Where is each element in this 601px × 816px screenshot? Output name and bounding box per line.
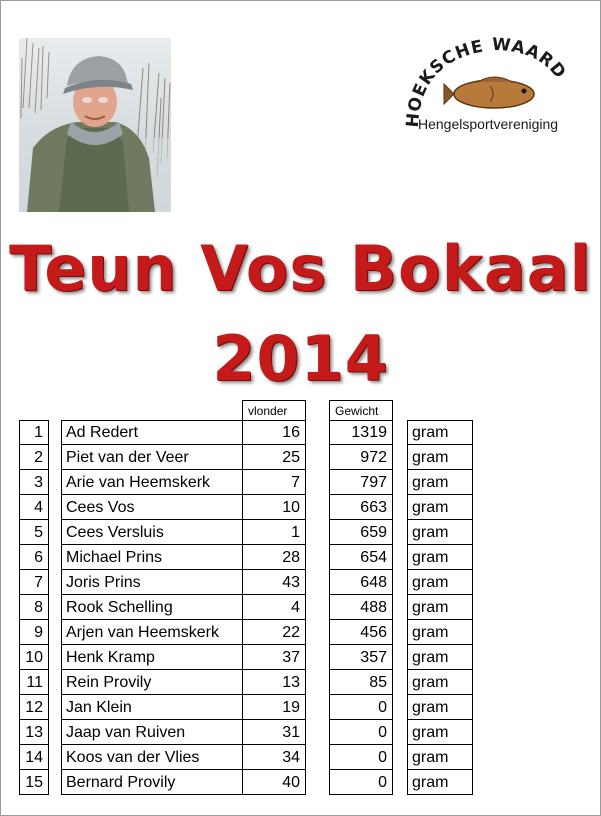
page-title-year: 2014 — [212, 322, 389, 395]
unit-cell: gram — [407, 495, 473, 520]
unit-cell: gram — [407, 720, 473, 745]
unit-cell: gram — [407, 520, 473, 545]
rank-cell: 3 — [19, 470, 49, 495]
name-cell: Arjen van Heemskerk — [61, 620, 242, 645]
unit-cell: gram — [407, 620, 473, 645]
table-row — [0, 470, 601, 495]
table-row — [0, 595, 601, 620]
rank-cell: 5 — [19, 520, 49, 545]
rank-cell: 13 — [19, 720, 49, 745]
gewicht-cell: 0 — [329, 770, 393, 795]
rank-cell: 2 — [19, 445, 49, 470]
gewicht-cell: 357 — [329, 645, 393, 670]
name-cell: Ad Redert — [61, 420, 242, 445]
name-cell: Michael Prins — [61, 545, 242, 570]
unit-cell: gram — [407, 445, 473, 470]
gewicht-cell: 663 — [329, 495, 393, 520]
gewicht-cell: 659 — [329, 520, 393, 545]
rank-cell: 4 — [19, 495, 49, 520]
vlonder-cell: 4 — [242, 595, 306, 620]
gewicht-cell: 654 — [329, 545, 393, 570]
unit-cell: gram — [407, 645, 473, 670]
vlonder-cell: 19 — [242, 695, 306, 720]
gewicht-cell: 797 — [329, 470, 393, 495]
gewicht-cell: 456 — [329, 620, 393, 645]
gewicht-cell: 0 — [329, 720, 393, 745]
rank-cell: 6 — [19, 545, 49, 570]
vlonder-cell: 37 — [242, 645, 306, 670]
rank-cell: 9 — [19, 620, 49, 645]
vlonder-cell: 34 — [242, 745, 306, 770]
vlonder-cell: 25 — [242, 445, 306, 470]
table-row — [0, 495, 601, 520]
table-row — [0, 420, 601, 445]
table-row — [0, 745, 601, 770]
gewicht-cell: 648 — [329, 570, 393, 595]
table-row — [0, 645, 601, 670]
table-row — [0, 695, 601, 720]
man-in-cap-photo — [19, 38, 171, 212]
vlonder-cell: 7 — [242, 470, 306, 495]
rank-cell: 8 — [19, 595, 49, 620]
vlonder-cell: 43 — [242, 570, 306, 595]
logo-arc-text: HOEKSCHE WAARD — [404, 36, 571, 129]
page-title: Teun Vos Bokaal — [9, 232, 592, 305]
vlonder-cell: 40 — [242, 770, 306, 795]
unit-cell: gram — [407, 545, 473, 570]
gewicht-cell: 488 — [329, 595, 393, 620]
gewicht-cell: 0 — [329, 695, 393, 720]
gewicht-cell: 972 — [329, 445, 393, 470]
table-row — [0, 720, 601, 745]
unit-cell: gram — [407, 670, 473, 695]
table-row — [0, 445, 601, 470]
logo-subtitle: Hengelsportvereniging — [418, 116, 559, 132]
unit-cell: gram — [407, 770, 473, 795]
unit-cell: gram — [407, 570, 473, 595]
name-cell: Cees Versluis — [61, 520, 242, 545]
table-row — [0, 570, 601, 595]
rank-cell: 11 — [19, 670, 49, 695]
table-row — [0, 770, 601, 795]
fish-icon — [444, 77, 534, 108]
gewicht-cell: 1319 — [329, 420, 393, 445]
rank-cell: 10 — [19, 645, 49, 670]
unit-cell: gram — [407, 420, 473, 445]
table-row — [0, 670, 601, 695]
rank-cell: 14 — [19, 745, 49, 770]
name-cell: Rook Schelling — [61, 595, 242, 620]
unit-cell: gram — [407, 745, 473, 770]
rank-cell: 1 — [19, 420, 49, 445]
name-cell: Henk Kramp — [61, 645, 242, 670]
name-cell: Cees Vos — [61, 495, 242, 520]
gewicht-cell: 0 — [329, 745, 393, 770]
table-row — [0, 545, 601, 570]
vlonder-cell: 1 — [242, 520, 306, 545]
header-vlonder: vlonder — [242, 400, 306, 420]
name-cell: Rein Provily — [61, 670, 242, 695]
vlonder-cell: 10 — [242, 495, 306, 520]
rank-cell: 15 — [19, 770, 49, 795]
vlonder-cell: 13 — [242, 670, 306, 695]
rank-cell: 7 — [19, 570, 49, 595]
gewicht-cell: 85 — [329, 670, 393, 695]
header-gewicht: Gewicht — [329, 400, 393, 420]
table-row — [0, 620, 601, 645]
table-row — [0, 520, 601, 545]
name-cell: Joris Prins — [61, 570, 242, 595]
unit-cell: gram — [407, 595, 473, 620]
name-cell: Bernard Provily — [61, 770, 242, 795]
vlonder-cell: 28 — [242, 545, 306, 570]
vlonder-cell: 31 — [242, 720, 306, 745]
name-cell: Arie van Heemskerk — [61, 470, 242, 495]
name-cell: Piet van der Veer — [61, 445, 242, 470]
rank-cell: 12 — [19, 695, 49, 720]
unit-cell: gram — [407, 695, 473, 720]
vlonder-cell: 22 — [242, 620, 306, 645]
name-cell: Jaap van Ruiven — [61, 720, 242, 745]
name-cell: Koos van der Vlies — [61, 745, 242, 770]
unit-cell: gram — [407, 470, 473, 495]
vlonder-cell: 16 — [242, 420, 306, 445]
name-cell: Jan Klein — [61, 695, 242, 720]
